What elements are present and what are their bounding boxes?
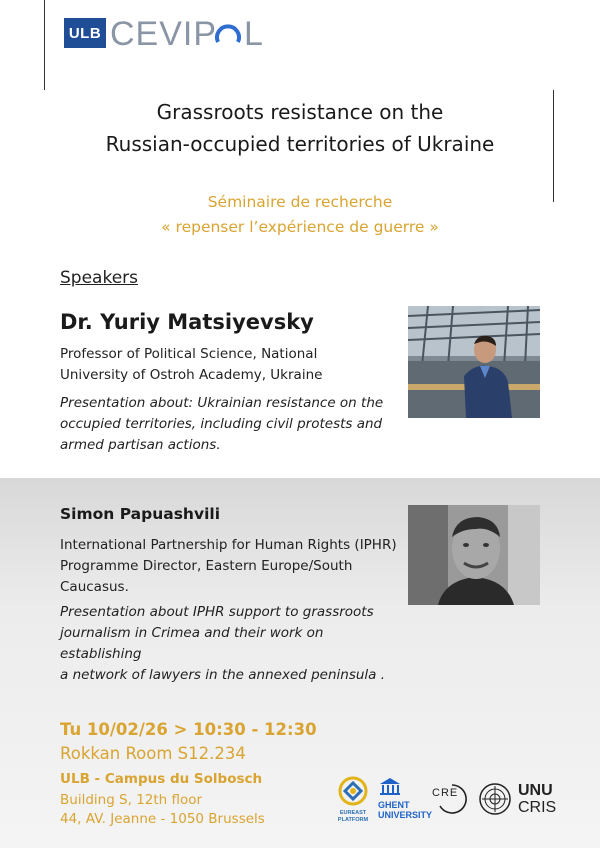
svg-text:L: L bbox=[244, 15, 264, 53]
svg-text:CEVIP: CEVIP bbox=[110, 15, 218, 53]
speaker2-name: Simon Papuashvili bbox=[60, 505, 221, 523]
seminar-subtitle-line2: « repenser l’expérience de guerre » bbox=[161, 218, 439, 236]
speaker1-affiliation bbox=[60, 344, 360, 386]
ghent-university-logo bbox=[378, 776, 433, 826]
speaker1-name: Dr. Yuriy Matsiyevsky bbox=[60, 310, 314, 334]
event-campus: ULB - Campus du Solbosch bbox=[60, 771, 263, 787]
speaker1-presentation bbox=[60, 393, 400, 456]
speaker2-affiliation-line1: International Partnership for Human Rights (IPHR) bbox=[60, 537, 397, 553]
event-title bbox=[40, 96, 560, 160]
seminar-subtitle bbox=[40, 190, 560, 240]
event-title-line1: Grassroots resistance on the bbox=[156, 100, 444, 124]
ulb-logo: ULB bbox=[64, 18, 106, 48]
unu-label: UNU bbox=[518, 782, 553, 799]
speaker2-affiliation-line3: Caucasus. bbox=[60, 579, 129, 595]
speaker2-presentation-line2: journalism in Crimea and their work on establishing bbox=[60, 625, 324, 662]
speaker2-photo bbox=[408, 505, 540, 605]
speaker1-affiliation-line1: Professor of Political Science, National bbox=[60, 346, 318, 362]
speaker1-photo bbox=[408, 306, 540, 418]
cre-label: CRE bbox=[432, 787, 459, 799]
event-building: Building S, 12th floor bbox=[60, 792, 203, 808]
event-date-time: Tu 10/02/26 > 10:30 - 12:30 bbox=[60, 720, 317, 739]
unu-cris-logo bbox=[478, 782, 558, 818]
event-room: Rokkan Room S12.234 bbox=[60, 744, 246, 763]
cre-logo bbox=[432, 782, 472, 816]
event-title-line2: Russian-occupied territories of Ukraine bbox=[105, 132, 495, 156]
speaker1-presentation-line2: occupied territories, including civil protests and bbox=[60, 416, 383, 432]
speakers-heading: Speakers bbox=[60, 268, 139, 288]
event-address: 44, AV. Jeanne - 1050 Brussels bbox=[60, 811, 265, 827]
cris-label: CRIS bbox=[518, 799, 557, 816]
eureast-platform-label: EUREAST PLATFORM bbox=[337, 810, 369, 823]
eureast-platform-logo bbox=[330, 776, 376, 826]
speaker2-presentation-line1: Presentation about IPHR support to grassroots bbox=[60, 604, 374, 620]
speaker2-affiliation-line2: Programme Director, Eastern Europe/South bbox=[60, 558, 353, 574]
seminar-subtitle-line1: Séminaire de recherche bbox=[207, 193, 393, 211]
eureast-emblem-icon bbox=[330, 776, 376, 806]
speaker2-affiliation bbox=[60, 535, 400, 598]
ghent-label-line2: UNIVERSITY bbox=[378, 810, 433, 820]
cevipol-logo bbox=[110, 14, 268, 63]
un-emblem-icon bbox=[478, 782, 512, 816]
speaker1-presentation-line3: armed partisan actions. bbox=[60, 437, 221, 453]
ghent-building-icon bbox=[378, 776, 402, 796]
speaker2-presentation bbox=[60, 602, 400, 686]
cevipol-logo-graphic bbox=[110, 14, 268, 54]
speaker1-presentation-line1: Presentation about: Ukrainian resistance on the bbox=[60, 395, 384, 411]
ghent-label-line1: GHENT bbox=[378, 800, 410, 810]
speaker2-presentation-line3: a network of lawyers in the annexed peninsula . bbox=[60, 667, 386, 683]
speaker1-affiliation-line2: University of Ostroh Academy, Ukraine bbox=[60, 367, 323, 383]
left-divider-line bbox=[44, 0, 45, 90]
